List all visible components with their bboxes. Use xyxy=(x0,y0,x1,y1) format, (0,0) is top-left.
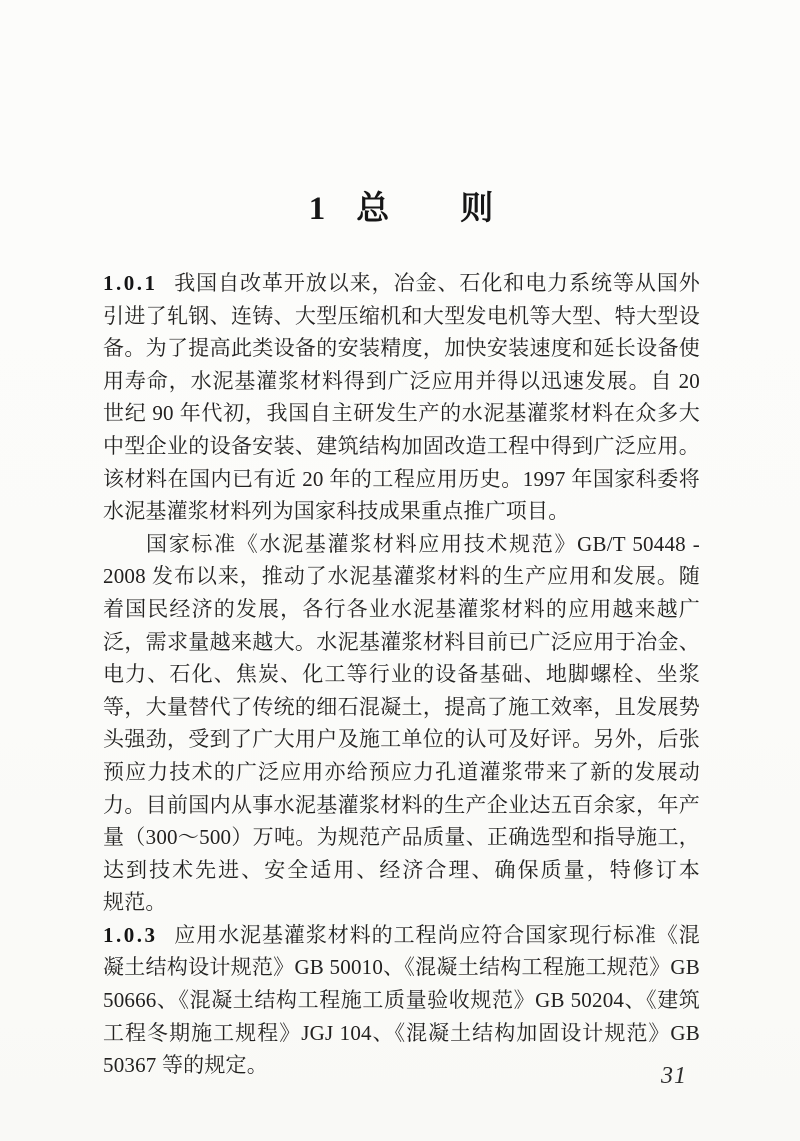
text-line: 用寿命，水泥基灌浆材料得到广泛应用并得以迅速发展。自 20 xyxy=(103,368,700,393)
text-line: 头强劲，受到了广大用户及施工单位的认可及好评。另外，后张 xyxy=(103,727,700,752)
text-line: 国家标准《水泥基灌浆材料应用技术规范》GB/T 50448 - xyxy=(146,531,700,556)
text-line: 50367 等的规定。 xyxy=(103,1053,268,1078)
text-line: 水泥基灌浆材料列为国家科技成果重点推广项目。 xyxy=(103,499,570,524)
text-line: 规范。 xyxy=(103,890,167,915)
text-line: 泛，需求量越来越大。水泥基灌浆材料目前已广泛应用于冶金、 xyxy=(103,629,700,654)
chapter-title-word-2: 则 xyxy=(460,191,495,227)
text-line: 着国民经济的发展，各行各业水泥基灌浆材料的应用越来越广 xyxy=(103,596,700,621)
text-line: 50666、《混凝土结构工程施工质量验收规范》GB 50204、《建筑 xyxy=(103,988,700,1013)
page-number: 31 xyxy=(661,1063,687,1089)
text-line: 预应力技术的广泛应用亦给预应力孔道灌浆带来了新的发展动 xyxy=(103,759,700,784)
chapter-number: 1 xyxy=(308,191,327,227)
text-line: 1.0.1 我国自改革开放以来，冶金、石化和电力系统等从国外 xyxy=(103,271,700,295)
text-line: 力。目前国内从事水泥基灌浆材料的生产企业达五百余家，年产 xyxy=(103,792,700,817)
text-line: 等，大量替代了传统的细石混凝土，提高了施工效率，且发展势 xyxy=(103,694,700,719)
text-line: 该材料在国内已有近 20 年的工程应用历史。1997 年国家科委将 xyxy=(103,466,700,491)
text-line: 电力、石化、焦炭、化工等行业的设备基础、地脚螺栓、坐浆 xyxy=(103,662,700,687)
text-line: 引进了轧钢、连铸、大型压缩机和大型发电机等大型、特大型设 xyxy=(103,303,700,328)
chapter-title xyxy=(103,182,700,229)
body-text xyxy=(103,267,700,1082)
text-line: 工程冬期施工规程》JGJ 104、《混凝土结构加固设计规范》GB xyxy=(103,1020,700,1045)
text-line: 中型企业的设备安装、建筑结构加固改造工程中得到广泛应用。 xyxy=(103,433,700,458)
clause-number: 1.0.1 xyxy=(103,271,158,295)
chapter-title-word-1: 总 xyxy=(356,191,391,227)
text-line: 世纪 90 年代初，我国自主研发生产的水泥基灌浆材料在众多大 xyxy=(103,401,700,426)
clause-number: 1.0.3 xyxy=(103,922,158,947)
text-line: 备。为了提高此类设备的安装精度，加快安装速度和延长设备使 xyxy=(103,336,700,361)
text-line: 2008 发布以来，推动了水泥基灌浆材料的生产应用和发展。随 xyxy=(103,564,700,589)
text-line: 凝土结构设计规范》GB 50010、《混凝土结构工程施工规范》GB xyxy=(103,955,700,980)
text-line: 达到技术先进、安全适用、经济合理、确保质量，特修订本 xyxy=(103,857,700,882)
text-line: 量（300～500）万吨。为规范产品质量、正确选型和指导施工， xyxy=(103,825,700,850)
text-line: 1.0.3 应用水泥基灌浆材料的工程尚应符合国家现行标准《混 xyxy=(103,922,700,947)
